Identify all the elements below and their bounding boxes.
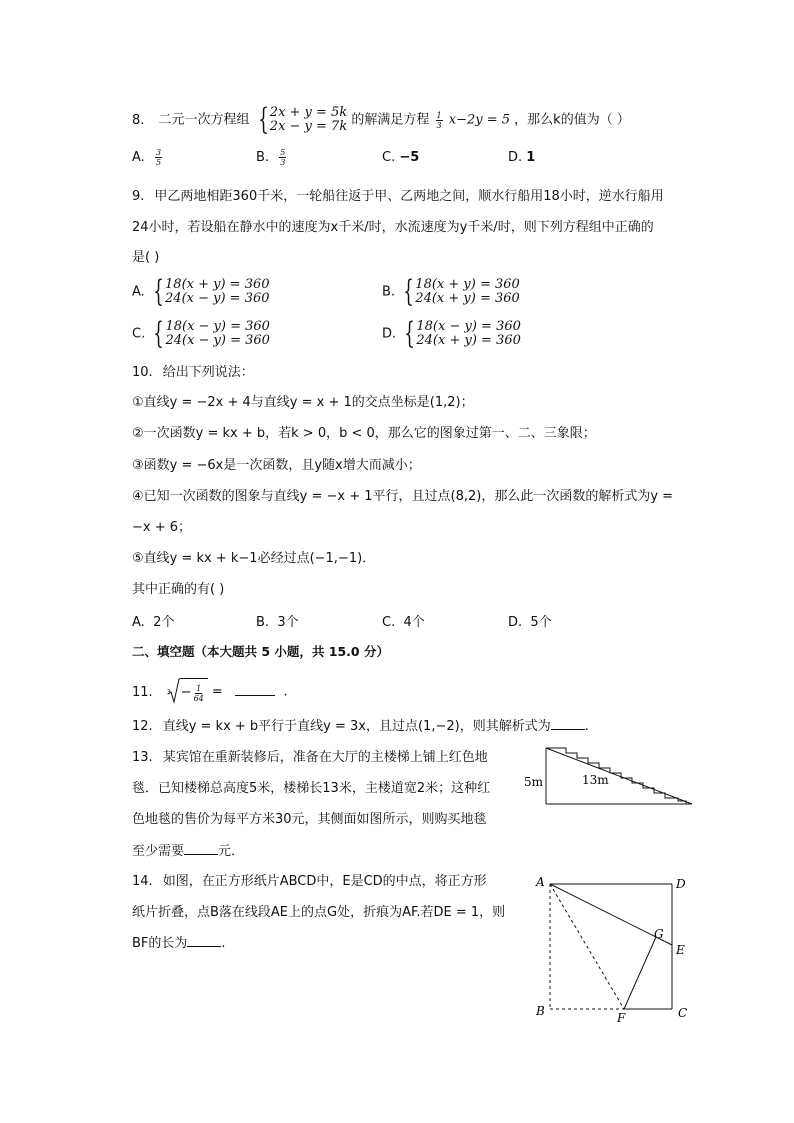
q14-line1: 14. 如图，在正方形纸片ABCD中，E是CD的中点，将正方形 <box>132 874 487 889</box>
q13-answer-blank[interactable] <box>184 842 218 855</box>
segment-gf <box>624 937 656 1009</box>
label-c: C <box>678 1006 688 1020</box>
q12: 12. 直线y = kx + b平行于直线y = 3x，且过点(1,−2)，则其解析式为 . <box>132 719 589 734</box>
q8-option-c: C. −5 <box>382 150 420 165</box>
square-figure <box>530 872 700 1022</box>
q10-statement-1: ①直线y = −2x + 4与直线y = x + 1的交点坐标是(1,2)； <box>132 395 474 410</box>
q8-stem <box>132 102 630 137</box>
q14-answer-blank[interactable] <box>187 934 221 947</box>
q10-intro: 10. 给出下列说法： <box>132 365 254 380</box>
q10-statement-2: ②一次函数y = kx + b，若k > 0，b < 0，那么它的图象过第一、二、三象限； <box>132 426 596 441</box>
q10-statement-4b: −x + 6； <box>132 520 192 535</box>
q9-number: 9. <box>132 189 145 204</box>
q8-eq1: 2x + y = 5k <box>269 105 348 120</box>
q10-ask: 其中正确的有( ) <box>132 582 225 597</box>
q10-option-a: A. 2个 <box>132 615 175 630</box>
q9-line3: 是( ) <box>132 250 160 265</box>
q8-pre: 二元一次方程组 <box>158 112 250 128</box>
q13-line4: 至少需要 元． <box>132 844 245 859</box>
q8-eq2: 2x − y = 7k <box>269 119 348 134</box>
q10-option-d: D. 5个 <box>508 615 552 630</box>
q8-post: ，那么k的值为（ ） <box>514 112 630 128</box>
q8-number: 8. <box>132 112 145 128</box>
q8-eq-rest: x−2y = 5 <box>448 112 511 128</box>
stair-hypotenuse <box>546 748 692 804</box>
label-f: F <box>617 1011 626 1022</box>
q10-statement-3: ③函数y = −6x是一次函数，且y随x增大而减小； <box>132 458 421 473</box>
q10-number: 10. <box>132 365 153 380</box>
q9-option-a: A. { 18(x + y) = 360 24(x − y) = 360 <box>132 274 270 309</box>
q8-system: { 2x + y = 5k 2x − y = 7k <box>257 102 348 137</box>
q9-option-d: D. { 18(x − y) = 360 24(x + y) = 360 <box>382 316 521 351</box>
label-b: B <box>536 1004 545 1018</box>
q13-line2: 毯．已知楼梯总高度5米，楼梯长13米，主楼道宽2米；这种红 <box>132 781 491 796</box>
label-e: E <box>676 943 685 957</box>
q12-answer-blank[interactable] <box>551 717 585 730</box>
label-d: D <box>676 877 686 891</box>
label-a: A <box>536 875 545 889</box>
stair-height-label: 5m <box>524 775 544 789</box>
q8-option-a: A. $\frac{3}{5}$ <box>132 148 162 167</box>
q10-option-c: C. 4个 <box>382 615 425 630</box>
q14-line3: BF的长为 . <box>132 936 226 951</box>
q8-option-d: D. 1 <box>508 150 536 165</box>
q8-option-b: B. $\frac{5}{3}$ <box>256 148 286 167</box>
label-g: G <box>654 927 664 941</box>
q11-answer-blank[interactable] <box>235 683 275 696</box>
q9-option-c: C. { 18(x − y) = 360 24(x − y) = 360 <box>132 316 270 351</box>
q11: 11. 3 − $\frac{1}{64}$ = . <box>132 678 288 706</box>
q13-line1: 13. 某宾馆在重新装修后，准备在大厅的主楼梯上铺上红色地 <box>132 750 488 765</box>
q9-option-b: B. { 18(x + y) = 360 24(x + y) = 360 <box>382 274 520 309</box>
q10-statement-4a: ④已知一次函数的图象与直线y = −x + 1平行，且过点(8,2)，那么此一次函数的解析式为y = <box>132 489 674 504</box>
q10-statement-5: ⑤直线y = kx + k−1必经过点(−1,−1)． <box>132 551 376 566</box>
section-title: 二、填空题（本大题共 5 小题，共 15.0 分） <box>132 644 389 659</box>
q8-mid: 的解满足方程 <box>351 112 430 128</box>
q10-option-b: B. 3个 <box>256 615 299 630</box>
stair-length-label: 13m <box>582 773 609 787</box>
q8-frac-num: 1 <box>436 110 442 120</box>
stair-figure <box>520 744 700 810</box>
q9-line1: 9. 甲乙两地相距360千米，一轮船往返于甲、乙两地之间，顺水行船用18小时，逆水行船用 <box>132 189 664 204</box>
q14-line2: 纸片折叠，点B落在线段AE上的点G处，折痕为AF.若DE = 1，则 <box>132 905 506 920</box>
q9-line2: 24小时，若设船在静水中的速度为x千米/时，水流速度为y千米/时，则下列方程组中正确的 <box>132 220 654 235</box>
q8-frac-den: 3 <box>436 120 442 130</box>
q13-line3: 色地毯的售价为每平方米30元，其侧面如图所示，则购买地毯 <box>132 812 487 827</box>
